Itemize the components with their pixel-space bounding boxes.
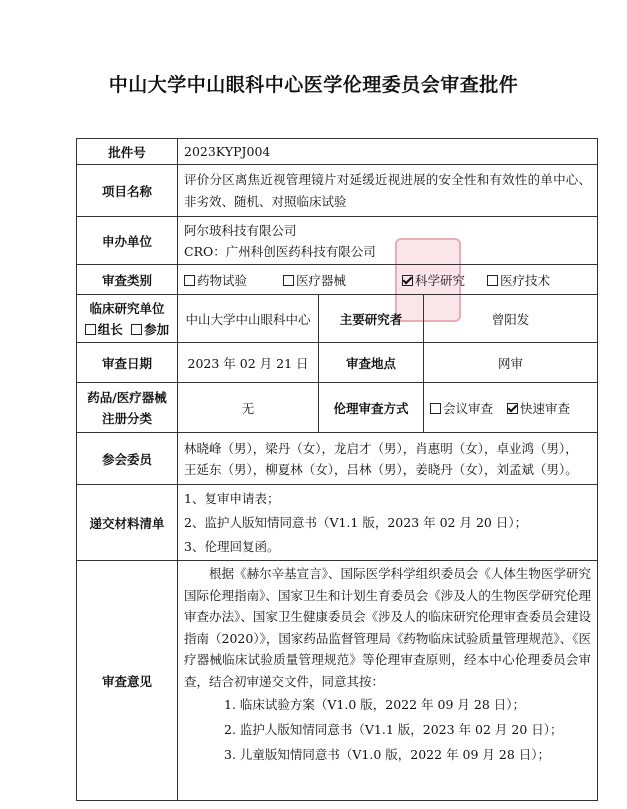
row-research-unit <box>77 295 598 343</box>
project-label: 项目名称 <box>77 165 178 217</box>
approval-no-value: 2023KYPJ004 <box>178 139 598 165</box>
checkbox-icon <box>184 275 195 286</box>
opinion-item-2: 2. 监护人版知情同意书（V1.1 版，2023 年 02 月 20 日）； <box>224 722 563 737</box>
opt-participant: 参加 <box>144 321 170 337</box>
project-value: 评价分区离焦近视管理镜片对延缓近视进展的安全性和有效性的单中心、非劣效、随机、对照临床试验 <box>178 165 598 217</box>
checkbox-icon <box>131 324 142 335</box>
opinion-paragraph: 根据《赫尔辛基宣言》、国际医学科学组织委员会《人体生物医学研究国际伦理指南》、国家卫生和计划生育委员会《涉及人的生物医学研究伦理审查办法》、国家卫生健康委员会《涉及人的临床研究伦理审查委员会建设指南（2020）》，国家药品监督管理局《药物临床试验质量管理规范》、《医疗器械临床试验质量管理规范》等伦理审查原则，经本中心伦理委员会审查，结合初审递交文件，同意其按： <box>184 566 592 689</box>
checkbox-icon <box>487 275 498 286</box>
approval-no-label: 批件号 <box>77 139 178 165</box>
row-sponsor <box>77 217 598 265</box>
research-unit-value: 中山大学中山眼科中心 <box>178 295 319 343</box>
document-title: 中山大学中山眼科中心医学伦理委员会审查批件 <box>108 74 519 96</box>
opinion-item-1: 1. 临床试验方案（V1.0 版，2022 年 09 月 28 日）； <box>224 697 526 712</box>
material-item-3: 3、伦理回复函。 <box>184 538 280 554</box>
row-registration <box>77 383 598 433</box>
pi-label: 主要研究者 <box>319 295 424 343</box>
approval-form-table <box>76 138 598 801</box>
sponsor-name: 阿尔玻科技有限公司 <box>184 222 297 238</box>
materials-label: 递交材料清单 <box>77 485 178 561</box>
checkbox-icon <box>430 403 441 414</box>
row-project <box>77 165 598 217</box>
review-date-label: 审查日期 <box>77 343 178 383</box>
option-scientific-research: 科学研究 <box>402 273 465 288</box>
review-type-options <box>178 265 598 295</box>
members-label: 参会委员 <box>77 433 178 485</box>
row-opinion <box>77 561 598 801</box>
pi-value: 曾阳发 <box>424 295 598 343</box>
opinion-content <box>178 561 598 801</box>
row-approval-no <box>77 139 598 165</box>
checkbox-checked-icon <box>402 275 413 286</box>
option-fast-review: 快速审查 <box>507 401 570 416</box>
row-review-date <box>77 343 598 383</box>
sponsor-label: 申办单位 <box>77 217 178 265</box>
option-drug-trial: 药物试验 <box>184 273 247 288</box>
material-item-1: 1、复审申请表； <box>184 490 280 506</box>
materials-list <box>178 485 598 561</box>
opinion-label: 审查意见 <box>77 561 178 801</box>
registration-value: 无 <box>178 383 319 433</box>
review-method-label: 伦理审查方式 <box>319 383 424 433</box>
row-review-type <box>77 265 598 295</box>
option-meeting-review: 会议审查 <box>430 401 493 416</box>
review-place-label: 审查地点 <box>319 343 424 383</box>
review-method-options <box>424 383 598 433</box>
sponsor-value <box>178 217 598 265</box>
checkbox-checked-icon <box>507 403 518 414</box>
opt-leader: 组长 <box>97 321 123 337</box>
checkbox-icon <box>283 275 294 286</box>
review-type-label: 审查类别 <box>77 265 178 295</box>
registration-label: 药品/医疗器械 注册分类 <box>77 383 178 433</box>
research-unit-label: 临床研究单位 组长 参加 <box>77 295 178 343</box>
review-place-value: 网审 <box>424 343 598 383</box>
checkbox-icon <box>85 324 96 335</box>
opinion-item-3: 3. 儿童版知情同意书（V1.0 版，2022 年 09 月 28 日）； <box>224 747 551 762</box>
option-medical-technology: 医疗技术 <box>487 273 550 288</box>
sponsor-cro: CRO：广州科创医药科技有限公司 <box>184 243 376 259</box>
review-date-value: 2023 年 02 月 21 日 <box>178 343 319 383</box>
option-medical-device: 医疗器械 <box>283 273 346 288</box>
row-materials <box>77 485 598 561</box>
members-value: 林晓峰（男），梁丹（女），龙启才（男），肖惠明（女），卓业鸿（男）， 王延东（男），柳夏林（女），吕林（男），姜晓丹（女），刘孟斌（男）。 <box>178 433 598 485</box>
row-members <box>77 433 598 485</box>
material-item-2: 2、监护人版知情同意书（V1.1 版，2023 年 02 月 20 日）； <box>184 514 528 530</box>
